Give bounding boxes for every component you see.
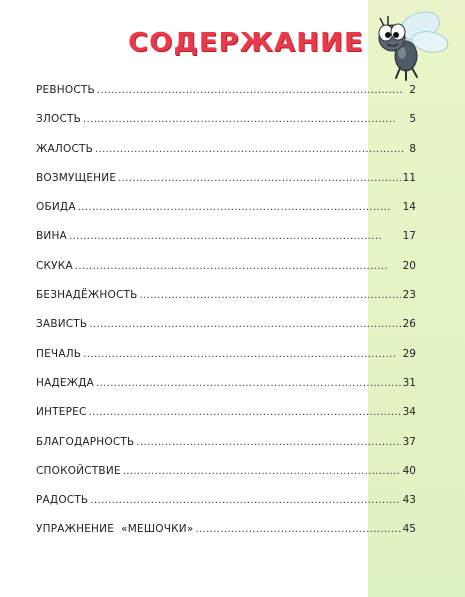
toc-entry-page: 14 (402, 201, 416, 214)
toc-entry-label: УПРАЖНЕНИЕ «МЕШОЧКИ» (36, 523, 194, 536)
toc-entry-blagodarnost[interactable] (36, 436, 416, 465)
toc-entry-label: РЕВНОСТЬ (36, 84, 95, 96)
toc-entry-page: 11 (402, 171, 416, 184)
toc-entry-label: ПЕЧАЛЬ (36, 347, 82, 360)
toc-entry-zhalost[interactable] (36, 143, 416, 172)
toc-entry-zavist[interactable] (36, 318, 416, 347)
cartoon-fly-icon (362, 6, 452, 84)
dot-leader (89, 407, 401, 418)
dot-leader (123, 466, 401, 477)
toc-entry-page: 20 (402, 259, 416, 272)
toc-entry-pechal[interactable] (36, 348, 416, 377)
toc-entry-page: 23 (402, 289, 416, 302)
toc-entry-page: 8 (409, 142, 416, 155)
dot-leader (90, 495, 400, 506)
toc-entry-label: РАДОСТЬ (36, 494, 89, 507)
toc-entry-label: ВОЗМУЩЕНИЕ (36, 171, 117, 184)
toc-entry-nadezhda[interactable] (36, 377, 416, 406)
toc-entry-label: ИНТЕРЕС (36, 406, 87, 419)
toc-entry-label: ВИНА (36, 230, 67, 243)
toc-entry-vina[interactable] (36, 230, 416, 259)
dot-leader (83, 349, 400, 360)
dot-leader (195, 524, 400, 535)
toc-entry-vozmushchenie[interactable] (36, 172, 416, 201)
dot-leader (95, 144, 404, 155)
toc-entry-skuka[interactable] (36, 260, 416, 289)
toc-entry-page: 5 (409, 113, 416, 126)
toc-entry-page: 31 (402, 376, 416, 389)
dot-leader (75, 261, 401, 272)
toc-entry-zlost[interactable] (36, 113, 416, 142)
toc-entry-label: СПОКОЙСТВИЕ (36, 464, 121, 477)
toc-entry-page: 43 (402, 494, 416, 507)
dot-leader (89, 319, 400, 330)
dot-leader (118, 173, 400, 184)
toc-entry-uprazhnenie[interactable] (36, 523, 416, 552)
toc-entry-beznadezhnost[interactable] (36, 289, 416, 318)
toc-entry-spokoystvie[interactable] (36, 465, 416, 494)
dot-leader (83, 114, 404, 125)
toc-entry-page: 45 (402, 523, 416, 536)
dot-leader (97, 85, 404, 96)
toc-entry-label: ЗАВИСТЬ (36, 318, 88, 331)
toc-entry-interes[interactable] (36, 406, 416, 435)
toc-entry-page: 26 (402, 318, 416, 331)
dot-leader (78, 202, 401, 213)
toc-entry-revnost[interactable] (36, 84, 416, 113)
table-of-contents (36, 84, 416, 553)
toc-entry-page: 17 (402, 230, 416, 243)
dot-leader (69, 231, 401, 242)
toc-entry-label: ЖАЛОСТЬ (36, 142, 94, 155)
dot-leader (96, 378, 401, 389)
toc-entry-page: 37 (402, 435, 416, 448)
toc-entry-page: 40 (402, 464, 416, 477)
toc-entry-page: 2 (409, 84, 416, 96)
toc-entry-label: БЕЗНАДЁЖНОСТЬ (36, 289, 138, 302)
page-title: СОДЕРЖАНИЕ (128, 28, 364, 58)
toc-entry-obida[interactable] (36, 201, 416, 230)
toc-entry-label: СКУКА (36, 259, 73, 272)
toc-entry-radost[interactable] (36, 494, 416, 523)
toc-entry-label: ЗЛОСТЬ (36, 113, 82, 126)
toc-entry-label: НАДЕЖДА (36, 376, 95, 389)
toc-entry-label: ОБИДА (36, 201, 76, 214)
dot-leader (140, 290, 401, 301)
toc-entry-page: 34 (402, 406, 416, 419)
toc-entry-label: БЛАГОДАРНОСТЬ (36, 435, 135, 448)
toc-entry-page: 29 (402, 347, 416, 360)
dot-leader (136, 437, 400, 448)
